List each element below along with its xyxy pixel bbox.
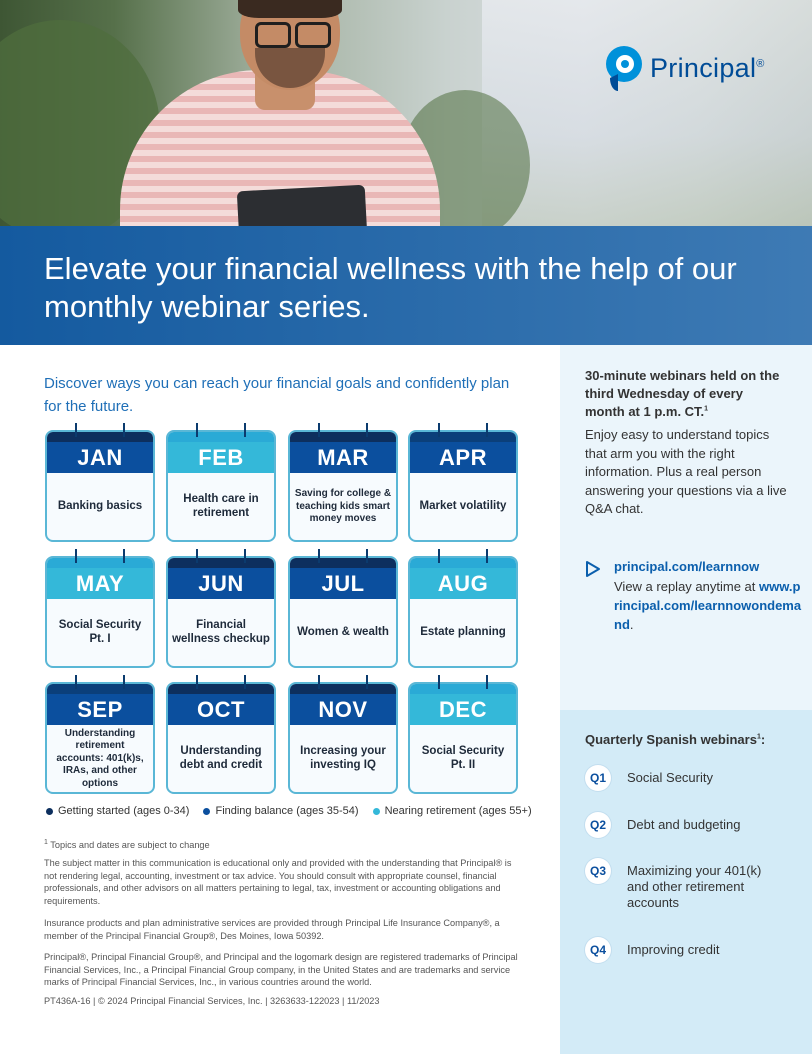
month-header	[168, 432, 274, 474]
calendar-page	[166, 430, 276, 542]
month-topic: Saving for college & teaching kids smart money moves	[294, 488, 392, 525]
month-header	[47, 432, 153, 474]
insurance-disclosure: Insurance products and plan administrative services are provided through Principal Life Insurance Company®, a member of the Principal Financial Group®, Des Moines, Iowa 50392.	[44, 918, 500, 941]
month-header	[290, 558, 396, 600]
month-label: SEP	[47, 694, 153, 725]
binder-ring	[123, 675, 125, 689]
month-card-jun	[166, 556, 276, 668]
glasses	[295, 22, 331, 48]
background-building	[482, 0, 812, 226]
month-label: FEB	[168, 442, 274, 473]
binder-ring	[196, 423, 198, 437]
trademark-notice: Principal®, Principal Financial Group®, and Principal and the logomark design are registered trademarks of Principal Financial Services, Inc., a Principal Financial Group company, in the United States and are trademarks and service marks of Principal Financial Services, Inc., in various countries around the world.	[44, 952, 518, 988]
legend-item	[373, 805, 532, 817]
binder-ring	[486, 675, 488, 689]
document-code: PT436A-16 | © 2024 Principal Financial Services, Inc. | 3263633-122023 | 11/2023	[44, 996, 380, 1006]
binder-rings	[312, 675, 374, 689]
legend-label: Nearing retirement (ages 55+)	[384, 805, 532, 817]
legend-dot-finding-balance	[203, 808, 210, 815]
legend-item	[203, 805, 358, 817]
month-topic: Market volatility	[419, 500, 507, 513]
month-header	[168, 684, 274, 726]
month-topic: Estate planning	[420, 626, 506, 639]
binder-rings	[69, 549, 131, 563]
principal-logomark-icon	[604, 44, 644, 92]
binder-ring	[244, 549, 246, 563]
binder-ring	[438, 549, 440, 563]
binder-ring	[318, 549, 320, 563]
quarter-item	[585, 765, 767, 791]
calendar-page	[45, 556, 155, 668]
legend-item	[46, 805, 189, 817]
month-header	[290, 432, 396, 474]
binder-ring	[244, 423, 246, 437]
legend-dot-nearing-retirement	[373, 808, 380, 815]
binder-rings	[312, 423, 374, 437]
binder-ring	[366, 675, 368, 689]
headline: Elevate your financial wellness with the help of our monthly webinar series.	[44, 251, 737, 324]
quarter-topic: Maximizing your 401(k) and other retirement accounts	[627, 863, 762, 910]
disclaimer: The subject matter in this communication is educational only and provided with the understanding that Principal® is not rendering legal, accounting, investment or tax advice. You should consult with appropriate counsel, financial professionals, and other advisors on all matters pertaining to legal, tax, investment or accounting obligations and requirements.	[44, 858, 512, 906]
learnnow-link[interactable]: principal.com/learnnow	[614, 559, 760, 574]
principal-logo	[604, 44, 765, 92]
calendar-page	[45, 430, 155, 542]
quarter-topic: Social Security	[627, 770, 713, 785]
binder-ring	[244, 675, 246, 689]
glasses	[255, 22, 291, 48]
quarter-badge: Q3	[585, 858, 611, 884]
binder-rings	[432, 423, 494, 437]
quarter-item	[585, 937, 767, 963]
schedule-info: 30-minute webinars held on the third Wednesday of every month at 1 p.m. CT.$^1$	[585, 368, 780, 419]
binder-ring	[196, 549, 198, 563]
binder-ring	[123, 423, 125, 437]
month-header	[290, 684, 396, 726]
calendar-page	[166, 682, 276, 794]
month-label: JUN	[168, 568, 274, 599]
month-header	[410, 432, 516, 474]
tablet-device	[237, 185, 367, 226]
month-header	[47, 684, 153, 726]
binder-ring	[75, 423, 77, 437]
month-topic: Social Security Pt. II	[421, 745, 505, 771]
quarter-topic: Debt and budgeting	[627, 817, 741, 832]
month-card-apr	[408, 430, 518, 542]
month-label: AUG	[410, 568, 516, 599]
play-icon	[585, 560, 601, 578]
quarter-badge: Q2	[585, 812, 611, 838]
month-label: DEC	[410, 694, 516, 725]
month-card-jul	[288, 556, 398, 668]
binder-ring	[486, 423, 488, 437]
binder-ring	[366, 423, 368, 437]
legend-label: Getting started (ages 0-34)	[58, 805, 190, 817]
month-topic: Health care in retirement	[183, 493, 259, 519]
person-hair	[238, 0, 342, 18]
month-label: OCT	[168, 694, 274, 725]
binder-ring	[318, 423, 320, 437]
month-header	[410, 684, 516, 726]
binder-ring	[486, 549, 488, 563]
calendar-page	[408, 430, 518, 542]
benefits-text: Enjoy easy to understand topics that arm you with the right information. Plus a real person answering your questions via a live Q&A chat.	[585, 427, 787, 516]
month-card-feb	[166, 430, 276, 542]
legend	[46, 805, 532, 817]
binder-ring	[196, 675, 198, 689]
month-topic: Understanding retirement accounts: 401(k)s, IRAs, and other options	[56, 727, 144, 789]
month-label: JAN	[47, 442, 153, 473]
month-card-sep	[45, 682, 155, 794]
replay-info: View a replay anytime at www.principal.com/learnnowondemand.	[614, 579, 802, 632]
month-header	[410, 558, 516, 600]
binder-rings	[190, 549, 252, 563]
calendar-page	[288, 430, 398, 542]
calendar-page	[45, 682, 155, 794]
binder-rings	[432, 675, 494, 689]
month-label: JUL	[290, 568, 396, 599]
month-topic: Banking basics	[57, 500, 143, 513]
quarter-item	[585, 812, 767, 838]
legend-label: Finding balance (ages 35-54)	[215, 805, 359, 817]
month-label: APR	[410, 442, 516, 473]
month-card-may	[45, 556, 155, 668]
calendar-page	[408, 556, 518, 668]
binder-ring	[438, 423, 440, 437]
binder-ring	[123, 549, 125, 563]
month-card-mar	[288, 430, 398, 542]
month-card-dec	[408, 682, 518, 794]
footnote: $^1$ Topics and dates are subject to change	[44, 838, 210, 850]
binder-ring	[318, 675, 320, 689]
calendar-page	[166, 556, 276, 668]
month-card-nov	[288, 682, 398, 794]
binder-rings	[190, 423, 252, 437]
quarter-item	[585, 858, 767, 911]
month-label: MAY	[47, 568, 153, 599]
month-topic: Financial wellness checkup	[172, 619, 270, 645]
month-card-aug	[408, 556, 518, 668]
hero-photo	[0, 0, 812, 226]
legend-dot-getting-started	[46, 808, 53, 815]
binder-rings	[312, 549, 374, 563]
month-label: NOV	[290, 694, 396, 725]
binder-rings	[190, 675, 252, 689]
month-topic: Women & wealth	[297, 626, 389, 639]
binder-ring	[438, 675, 440, 689]
binder-rings	[432, 549, 494, 563]
headline-band	[0, 226, 812, 345]
calendar-page	[288, 682, 398, 794]
binder-ring	[366, 549, 368, 563]
month-label: MAR	[290, 442, 396, 473]
quarter-topic: Improving credit	[627, 942, 720, 957]
month-header	[47, 558, 153, 600]
quarter-badge: Q1	[585, 765, 611, 791]
calendar-page	[408, 682, 518, 794]
quarter-badge: Q4	[585, 937, 611, 963]
month-header	[168, 558, 274, 600]
replay-link[interactable]: www.principal.com/learnnowondemand	[614, 579, 802, 632]
logo-wordmark: Principal®	[650, 52, 765, 83]
binder-rings	[69, 423, 131, 437]
binder-ring	[75, 549, 77, 563]
binder-rings	[69, 675, 131, 689]
intro-text: Discover ways you can reach your financial goals and confidently plan for the future.	[44, 375, 510, 415]
month-card-oct	[166, 682, 276, 794]
month-topic: Understanding debt and credit	[179, 745, 263, 771]
quarterly-title: Quarterly Spanish webinars$^1$:	[585, 732, 766, 747]
month-topic: Increasing your investing IQ	[300, 745, 386, 771]
binder-ring	[75, 675, 77, 689]
month-topic: Social Security Pt. I	[58, 619, 142, 645]
calendar-page	[288, 556, 398, 668]
month-card-jan	[45, 430, 155, 542]
